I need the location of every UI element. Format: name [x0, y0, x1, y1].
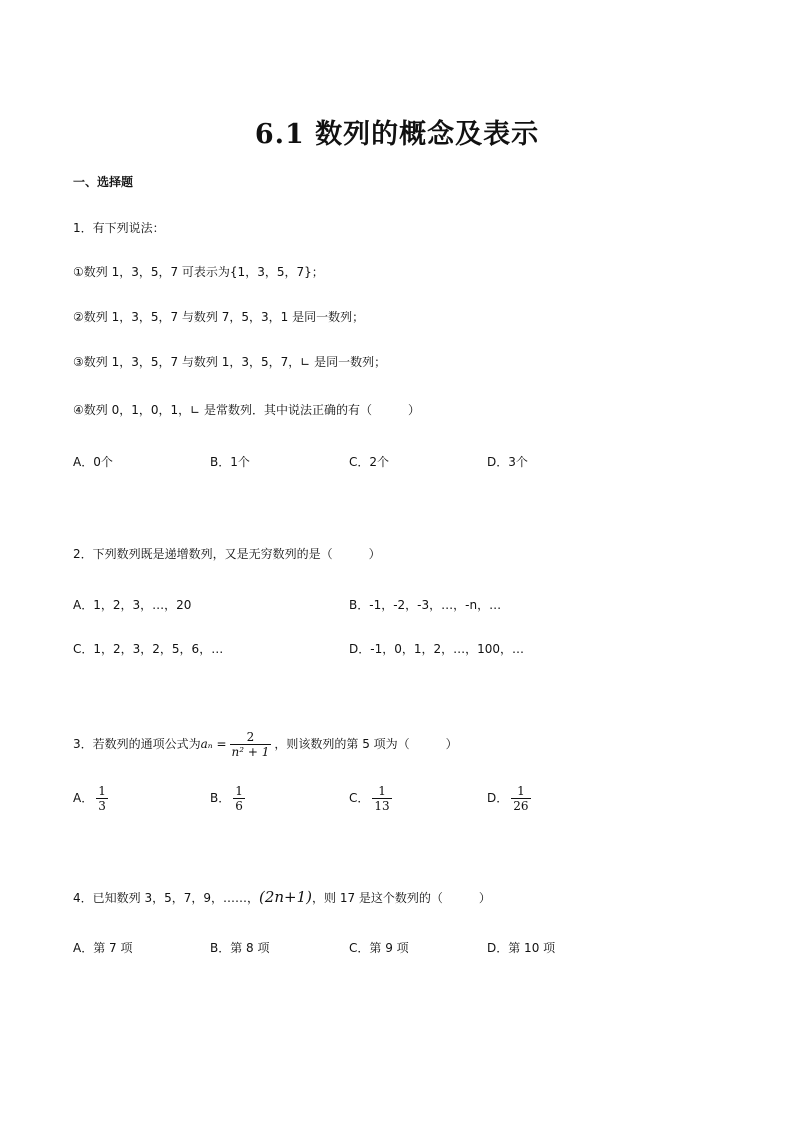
q1-statement-1: ①数列 1，3，5，7 可表示为{1，3，5，7}；: [73, 265, 324, 279]
q4-option-d: D．第 10 项: [487, 941, 556, 955]
q4-formula: (2n+1): [259, 888, 313, 906]
q3-option-b-fraction: [233, 784, 245, 813]
q3-option-d-label: D．: [487, 791, 509, 805]
q3-suffix: ，则该数列的第 5 项为（ ）: [274, 737, 458, 751]
q2-option-b: B．-1，-2，-3，…，-n，…: [349, 598, 502, 612]
q3-option-a-den: 3: [98, 799, 106, 813]
q3-option-c-fraction: [372, 784, 391, 813]
q3-option-b-label: B．: [210, 791, 231, 805]
q3-stem: [73, 730, 458, 759]
q1-statement-2: ②数列 1，3，5，7 与数列 7，5，3，1 是同一数列；: [73, 310, 365, 324]
q2-option-a: A．1，2，3，…，20: [73, 598, 192, 612]
q2-stem: 2．下列数列既是递增数列，又是无穷数列的是（ ）: [73, 547, 381, 561]
q4-option-c: C．第 9 项: [349, 941, 409, 955]
q4-suffix: ，则 17 是这个数列的（ ）: [312, 891, 491, 905]
q1-option-d: D．3个: [487, 455, 528, 469]
q3-option-a-fraction: [96, 784, 108, 813]
q3-option-b-den: 6: [235, 799, 243, 813]
q3-option-b-num: 1: [235, 784, 243, 798]
q4-stem: [73, 887, 491, 908]
q1-option-a: A．0个: [73, 455, 113, 469]
q3-option-d-fraction: [511, 784, 530, 813]
q4-option-b: B．第 8 项: [210, 941, 270, 955]
q1-option-b: B．1个: [210, 455, 250, 469]
q1-stem: 1．有下列说法：: [73, 221, 165, 235]
q3-formula-fraction: [230, 730, 272, 759]
q3-option-c-num: 1: [378, 784, 386, 798]
q1-option-c: C．2个: [349, 455, 390, 469]
q3-option-a: [73, 784, 111, 813]
q2-option-c: C．1，2，3，2，5，6，…: [73, 642, 224, 656]
section-heading: 一、选择题: [73, 175, 134, 189]
q3-option-c-label: C．: [349, 791, 370, 805]
q3-option-c: [349, 784, 395, 813]
q3-option-d: [487, 784, 534, 813]
q1-statement-4: ④数列 0，1，0，1，∟ 是常数列．其中说法正确的有（ ）: [73, 403, 420, 417]
q2-option-d: D．-1，0，1，2，…，100，…: [349, 642, 525, 656]
q3-formula-denominator: n² + 1: [231, 745, 270, 759]
page-title: 6.1 数列的概念及表示: [254, 119, 540, 150]
q3-option-d-den: 26: [513, 799, 529, 813]
q3-formula-numerator: 2: [246, 730, 255, 744]
q1-statement-3: ③数列 1，3，5，7 与数列 1，3，5，7，∟ 是同一数列；: [73, 355, 387, 369]
q3-option-a-num: 1: [98, 784, 106, 798]
q3-option-d-num: 1: [517, 784, 525, 798]
q4-option-a: A．第 7 项: [73, 941, 133, 955]
q3-option-a-label: A．: [73, 791, 94, 805]
q3-prefix: 3．若数列的通项公式为: [73, 737, 201, 751]
q3-option-b: [210, 784, 248, 813]
q3-formula-lhs: aₙ =: [200, 737, 227, 751]
q3-option-c-den: 13: [374, 799, 390, 813]
q4-prefix: 4．已知数列 3，5，7，9，……，: [73, 891, 259, 905]
